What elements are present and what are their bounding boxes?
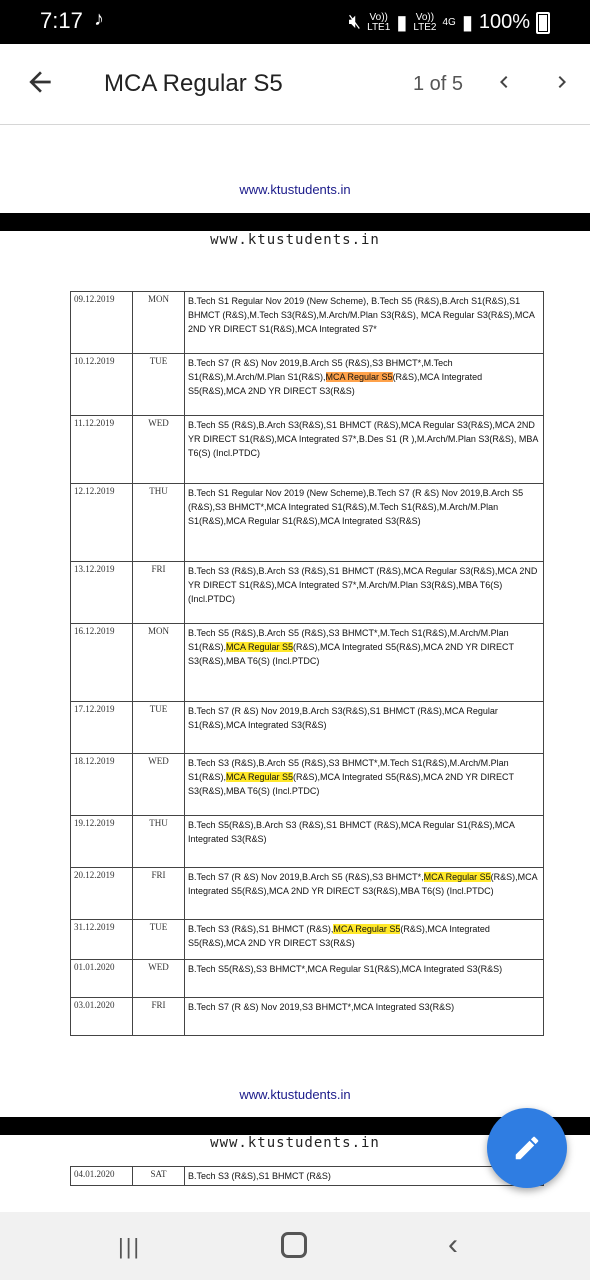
tiktok-notification-icon: ♪ [94, 8, 104, 30]
exam-date: 17.12.2019 [71, 702, 133, 754]
mute-icon: 🔇︎ [348, 11, 362, 33]
subject-text: B.Tech S3 (R&S),B.Arch S5 (R&S),S3 BHMCT*,M.Tech S1(R&S),M.Arch/M.Plan S1(R&S), [188, 758, 509, 782]
exam-subjects: B.Tech S3 (R&S),S1 BHMCT (R&S) [185, 1167, 544, 1186]
nav-back-icon[interactable]: ‹ [448, 1228, 458, 1261]
table-row [71, 868, 544, 920]
exam-schedule-table [70, 291, 544, 1036]
table-row [71, 998, 544, 1036]
exam-day: WED [133, 416, 185, 484]
exam-subjects: B.Tech S1 Regular Nov 2019 (New Scheme), B.Tech S5 (R&S),B.Arch S1(R&S),S1 BHMCT (R&S),M.Tech S3(R&S),M.Arch/M.Plan S3(R&S), MCA Regular S3(R&S),MCA 2ND YR DIRECT S1(R&S),MCA Integrated S7* [185, 292, 544, 354]
recent-apps-icon[interactable]: ||| [118, 1234, 142, 1259]
exam-subjects: B.Tech S5(R&S),S3 BHMCT*,MCA Regular S1(R&S),MCA Integrated S3(R&S) [185, 960, 544, 998]
table-row [71, 1167, 544, 1186]
arrow-back-icon[interactable] [24, 66, 56, 98]
exam-date: 20.12.2019 [71, 868, 133, 920]
exam-day: MON [133, 292, 185, 354]
battery-icon [536, 12, 550, 34]
table-row [71, 702, 544, 754]
exam-day: MON [133, 624, 185, 702]
page-header: www.ktustudents.in [210, 232, 380, 248]
table-row [71, 562, 544, 624]
table-row [71, 624, 544, 702]
page-indicator: 1 of 5 [413, 73, 464, 95]
exam-day: FRI [133, 868, 185, 920]
exam-date: 09.12.2019 [71, 292, 133, 354]
search-highlight: MCA Regular S5 [226, 772, 294, 782]
exam-date: 10.12.2019 [71, 354, 133, 416]
exam-day: FRI [133, 998, 185, 1036]
search-highlight: MCA Regular S5 [226, 642, 294, 652]
exam-date: 31.12.2019 [71, 920, 133, 960]
subject-text: (R&S),MCA Integrated S5(R&S),MCA 2ND YR DIRECT S3(R&S) [188, 924, 490, 948]
exam-date: 11.12.2019 [71, 416, 133, 484]
exam-date: 12.12.2019 [71, 484, 133, 562]
site-link[interactable]: www.ktustudents.in [239, 182, 351, 197]
edit-fab-button[interactable] [487, 1108, 567, 1188]
search-highlight: MCA Regular S5 [423, 872, 491, 882]
signal-icon-2: ▮ [461, 12, 473, 34]
exam-day: WED [133, 960, 185, 998]
table-row [71, 484, 544, 562]
sim2-indicator: Vo)) LTE2 [413, 11, 437, 33]
app-bar [0, 44, 590, 125]
subject-text: (R&S),MCA Integrated S5(R&S),MCA 2ND YR DIRECT S3(R&S),MBA T6(S) (Incl.PTDC) [188, 772, 514, 796]
exam-subjects: B.Tech S7 (R &S) Nov 2019,B.Arch S3(R&S),S1 BHMCT (R&S),MCA Regular S1(R&S),MCA Integrated S3(R&S) [185, 702, 544, 754]
exam-day: THU [133, 484, 185, 562]
exam-subjects: B.Tech S7 (R &S) Nov 2019,S3 BHMCT*,MCA Integrated S3(R&S) [185, 998, 544, 1036]
exam-subjects [185, 754, 544, 816]
table-row [71, 292, 544, 354]
exam-day: WED [133, 754, 185, 816]
table-row [71, 754, 544, 816]
subject-text: (R&S),MCA Integrated S5(R&S),MCA 2ND YR DIRECT S3(R&S),MBA T6(S) (Incl.PTDC) [188, 872, 538, 896]
search-highlight: MCA Regular S5 [325, 372, 393, 382]
status-bar [0, 0, 590, 44]
exam-subjects [185, 868, 544, 920]
exam-date: 13.12.2019 [71, 562, 133, 624]
search-highlight: MCA Regular S5 [333, 924, 401, 934]
table-row [71, 354, 544, 416]
exam-day: TUE [133, 354, 185, 416]
exam-subjects [185, 354, 544, 416]
home-icon[interactable] [281, 1232, 307, 1258]
page-header: www.ktustudents.in [210, 1135, 380, 1151]
table-row [71, 920, 544, 960]
table-row [71, 416, 544, 484]
exam-subjects: B.Tech S1 Regular Nov 2019 (New Scheme),B.Tech S7 (R &S) Nov 2019,B.Arch S5 (R&S),S3 BHMCT*,MCA Integrated S1(R&S),M.Tech S1(R&S),M.Arch/M.Plan S1(R&S),MCA Regular S1(R&S),MCA Integrated S3(R&S) [185, 484, 544, 562]
exam-subjects: B.Tech S5(R&S),B.Arch S3 (R&S),S1 BHMCT (R&S),MCA Regular S1(R&S),MCA Integrated S3(R&S) [185, 816, 544, 868]
document-viewer[interactable] [0, 125, 590, 1212]
exam-date: 19.12.2019 [71, 816, 133, 868]
exam-date: 16.12.2019 [71, 624, 133, 702]
subject-text: B.Tech S7 (R &S) Nov 2019,B.Arch S5 (R&S),S3 BHMCT*,M.Tech S1(R&S),M.Arch/M.Plan S1(R&S), [188, 358, 453, 382]
subject-text: (R&S),MCA Integrated S5(R&S),MCA 2ND YR DIRECT S3(R&S) [188, 372, 483, 396]
document-title: MCA Regular S5 [104, 70, 283, 97]
exam-schedule-table-page2 [70, 1166, 544, 1186]
table-row [71, 816, 544, 868]
exam-day: FRI [133, 562, 185, 624]
battery-percent: 100% [478, 11, 530, 33]
chevron-left-icon[interactable] [492, 66, 516, 105]
exam-day: SAT [133, 1167, 185, 1186]
status-time: 7:17 [40, 8, 83, 33]
subject-text: (R&S),MCA Integrated S5(R&S),MCA 2ND YR DIRECT S3(R&S),MBA T6(S) (Incl.PTDC) [188, 642, 514, 666]
exam-subjects: B.Tech S3 (R&S),B.Arch S3 (R&S),S1 BHMCT (R&S),MCA Regular S3(R&S),MCA 2ND YR DIRECT S1(R&S),MCA Integrated S7*,M.Arch/M.Plan S3(R&S),MBA T6(S) (Incl.PTDC) [185, 562, 544, 624]
exam-day: TUE [133, 920, 185, 960]
sim1-indicator: Vo)) LTE1 [367, 11, 391, 33]
chevron-right-icon[interactable] [550, 66, 574, 105]
site-link[interactable]: www.ktustudents.in [239, 1087, 351, 1102]
exam-date: 18.12.2019 [71, 754, 133, 816]
system-nav-bar [0, 1212, 590, 1280]
pencil-icon [512, 1133, 542, 1163]
exam-day: TUE [133, 702, 185, 754]
subject-text: B.Tech S3 (R&S),S1 BHMCT (R&S), [188, 924, 334, 934]
exam-day: THU [133, 816, 185, 868]
exam-subjects [185, 920, 544, 960]
subject-text: B.Tech S7 (R &S) Nov 2019,B.Arch S5 (R&S),S3 BHMCT*, [188, 872, 424, 882]
table-row [71, 960, 544, 998]
exam-subjects: B.Tech S5 (R&S),B.Arch S3(R&S),S1 BHMCT (R&S),MCA Regular S3(R&S),MCA 2ND YR DIRECT S1(R&S),MCA Integrated S7*,B.Des S1 (R ),M.Arch/M.Plan S3(R&S), MBA T6(S) (Incl.PTDC) [185, 416, 544, 484]
exam-date: 04.01.2020 [71, 1167, 133, 1186]
subject-text: B.Tech S5 (R&S),B.Arch S5 (R&S),S3 BHMCT*,M.Tech S1(R&S),M.Arch/M.Plan S1(R&S), [188, 628, 509, 652]
exam-subjects [185, 624, 544, 702]
signal-icon: ▮ [396, 12, 408, 34]
exam-date: 03.01.2020 [71, 998, 133, 1036]
status-icons [349, 10, 550, 35]
exam-date: 01.01.2020 [71, 960, 133, 998]
network-type: 4G [442, 16, 456, 28]
page-separator [0, 213, 590, 231]
